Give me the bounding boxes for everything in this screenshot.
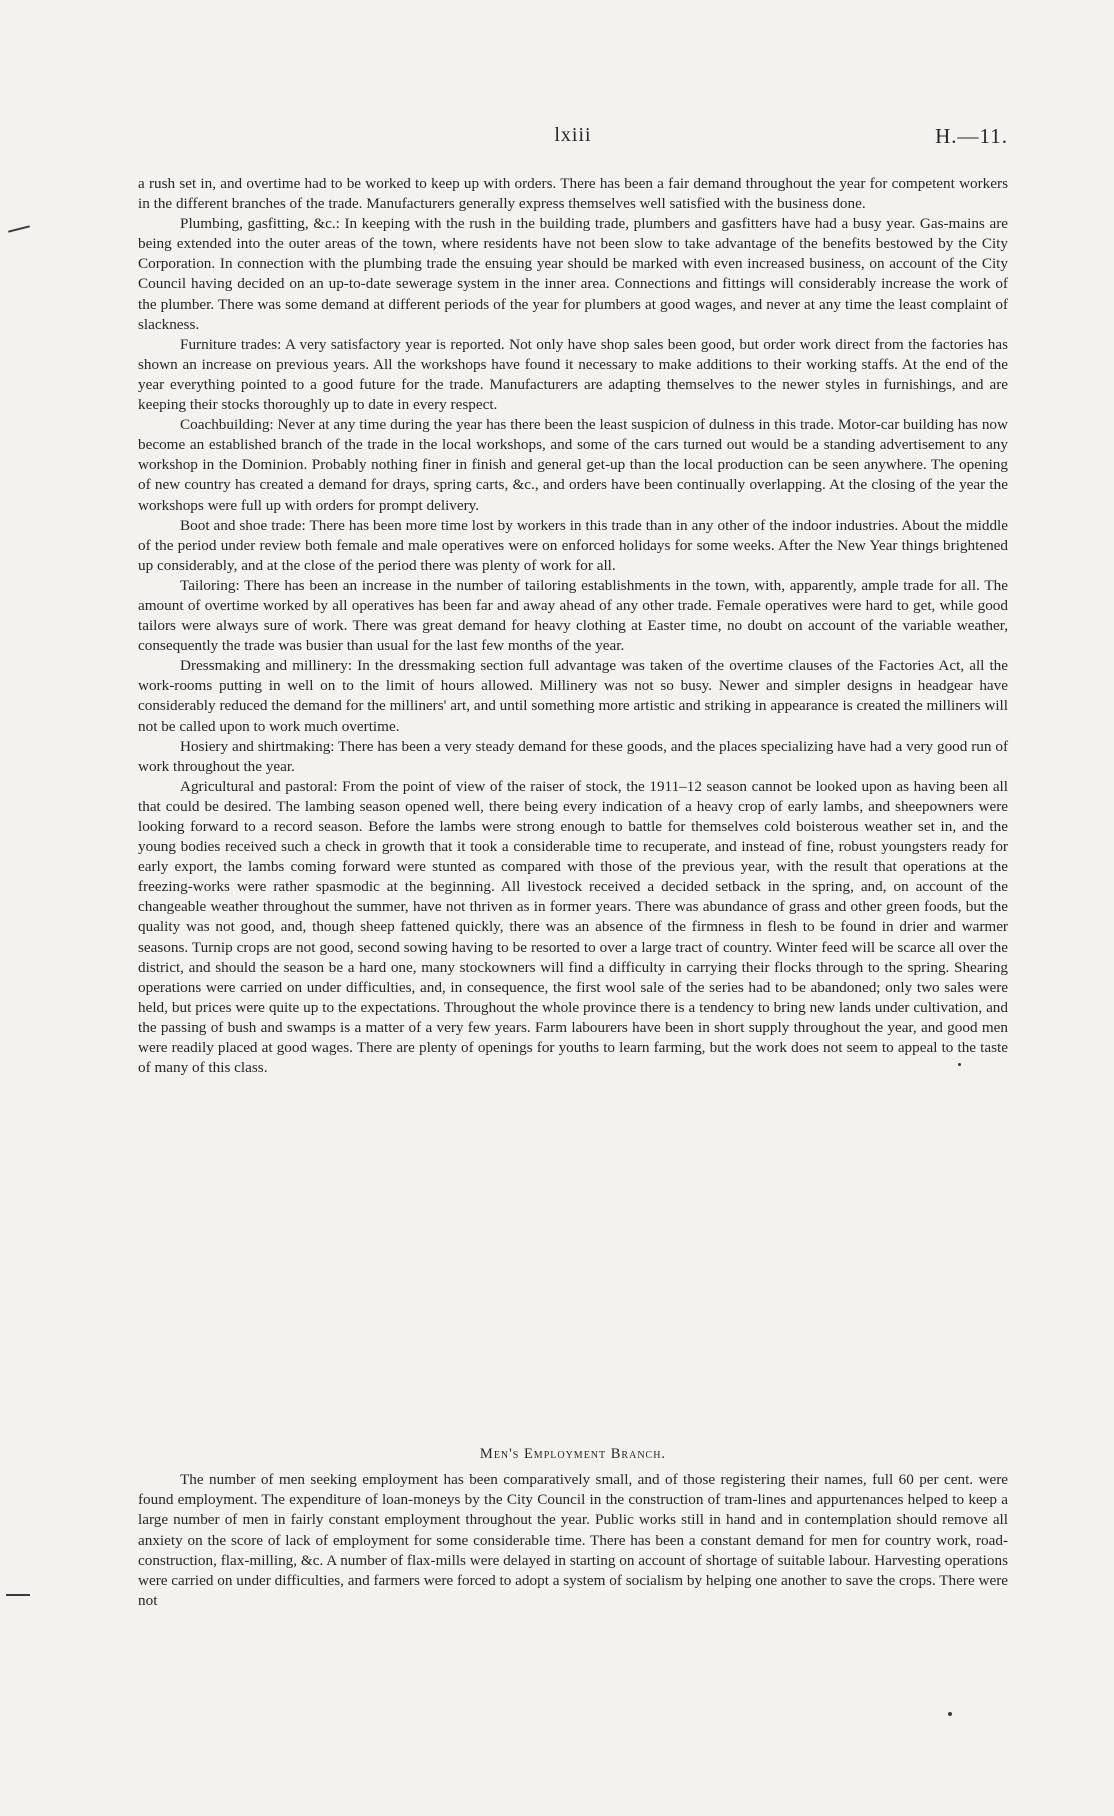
paragraph-dressmaking: Dressmaking and millinery: In the dressmaking section full advantage was taken of the overtime clauses of the Factories Act, all the work-rooms putting in well on to the limit of hours allowed. Millinery was not so busy. Newer and simpler designs in headgear have considerably reduced the demand for the milliners' art, and until something more artistic and striking in appearance is created the milliners will not be called upon to work much overtime. [138, 657, 1008, 735]
margin-dot [948, 1712, 952, 1716]
paragraph-agricultural: Agricultural and pastoral: From the point of view of the raiser of stock, the 1911–12 season cannot be looked upon as having been all that could be desired. The lambing season opened well, there being every indication of a heavy crop of early lambs, and sheepowners were looking forward to a record season. Before the lambs were strong enough to battle for themselves cold boisterous weather set in, and the young bodies received such a check in growth that it took a considerable time to recuperate, and instead of fine, robust youngsters ready for early export, the lambs coming forward were stunted as compared with those of the previous year, with the result that operations at the freezing-works were rather spasmodic at the beginning. All livestock received a decided setback in the spring, and, on account of the changeable weather throughout the summer, have not thriven as in former years. There was abundance of grass and other green foods, but the quality was not good, and, though sheep fattened quickly, there was an absence of the firmness in flesh to be found in drier and warmer seasons. Turnip crops are not good, second sowing having to be resorted to over a large tract of country. Winter feed will be scarce all over the district, and should the season be a hard one, many stockowners will find a difficulty in carrying their flocks through to the spring. Shearing operations were carried on under difficulties, and, in consequence, the first wool sale of the series had to be abandoned; only two sales were held, but prices were quite up to the expectations. Throughout the whole province there is a tendency to bring new lands under cultivation, and the passing of bush and swamps is a matter of a very few years. Farm labourers have been in short supply throughout the year, and good men were readily placed at good wages. There are plenty of openings for youths to learn farming, but the work does not seem to appeal to the taste of many of this class. [138, 777, 1008, 1077]
paragraph-coachbuilding: Coachbuilding: Never at any time during the year has there been the least suspicion of dulness in this trade. Motor-car building has now become an established branch of the trade in the local workshops, and some of the cars turned out would be a standing advertisement to any workshop in the Dominion. Probably nothing finer in finish and general get-up than the local production can be seen anywhere. The opening of new country has created a demand for drays, spring carts, &c., and orders have been continually overlapping. At the closing of the year the workshops were full up with orders for prompt delivery. [138, 416, 1008, 514]
page-header [138, 124, 1008, 154]
paragraph-mens-employment: The number of men seeking employment has been comparatively small, and of those registering their names, full 60 per cent. were found employment. The expenditure of loan-moneys by the City Council in the construction of tram-lines and appurtenances helped to keep a large number of men in fairly constant employment throughout the year. Public works still in hand and in contemplation should remove all anxiety on the score of lack of employment for some considerable time. There has been a constant demand for men for country work, road-construction, flax-milling, &c. A number of flax-mills were delayed in starting on account of shortage of suitable labour. Harvesting operations were carried on under difficulties, and farmers were forced to adopt a system of socialism by helping one another to save the crops. There were not [138, 1471, 1008, 1610]
paragraph-plumbing: Plumbing, gasfitting, &c.: In keeping with the rush in the building trade, plumbers and gasfitters have had a busy year. Gas-mains are being extended into the outer areas of the town, where residents have not been slow to take advantage of the benefits bestowed by the City Corporation. In connection with the plumbing trade the ensuing year should be marked with even increased business, on account of the City Council having decided on an up-to-date sewerage system in the inner area. Connections and fittings will considerably increase the work of the plumber. There was some demand at different periods of the year for plumbers at good wages, and never at any time the least complaint of slackness. [138, 215, 1008, 333]
section-body [138, 1470, 1008, 1611]
paragraph-tailoring: Tailoring: There has been an increase in the number of tailoring establishments in the town, with, apparently, ample trade for all. The amount of overtime worked by all operatives has been far and away ahead of any other trade. Female operatives were hard to get, while good tailors were always sure of work. There was great demand for heavy clothing at Easter time, no doubt on account of the variable weather, consequently the trade was busier than usual for the last few months of the year. [138, 576, 1008, 655]
report-body [138, 174, 1008, 1078]
section-heading: Men's Employment Branch. [479, 1446, 667, 1462]
margin-mark [6, 1594, 30, 1596]
margin-mark [8, 225, 30, 232]
margin-dot [958, 1063, 961, 1066]
document-code: H.—11. [935, 124, 1008, 148]
paragraph-boot-shoe: Boot and shoe trade: There has been more time lost by workers in this trade than in any other of the indoor industries. About the middle of the period under review both female and male operatives were on enforced holidays for some weeks. After the New Year things brightened up considerably, and at the close of the period there was plenty of work for all. [138, 516, 1008, 574]
paragraph-continuation: a rush set in, and overtime had to be worked to keep up with orders. There has been a fair demand throughout the year for competent workers in the different branches of the trade. Manufacturers generally express themselves well satisfied with the business done. [138, 175, 1008, 213]
paragraph-hosiery: Hosiery and shirtmaking: There has been a very steady demand for these goods, and the places specializing have had a very good run of work throughout the year. [138, 737, 1008, 775]
page-number: lxiii [554, 124, 592, 146]
paragraph-furniture: Furniture trades: A very satisfactory year is reported. Not only have shop sales been good, but order work direct from the factories has shown an increase on previous years. All the workshops have found it necessary to make additions to their working staffs. At the end of the year everything pointed to a good future for the trade. Manufacturers are adapting themselves to the newer styles in furnishings, and are keeping their stocks thoroughly up to date in every respect. [138, 335, 1008, 414]
